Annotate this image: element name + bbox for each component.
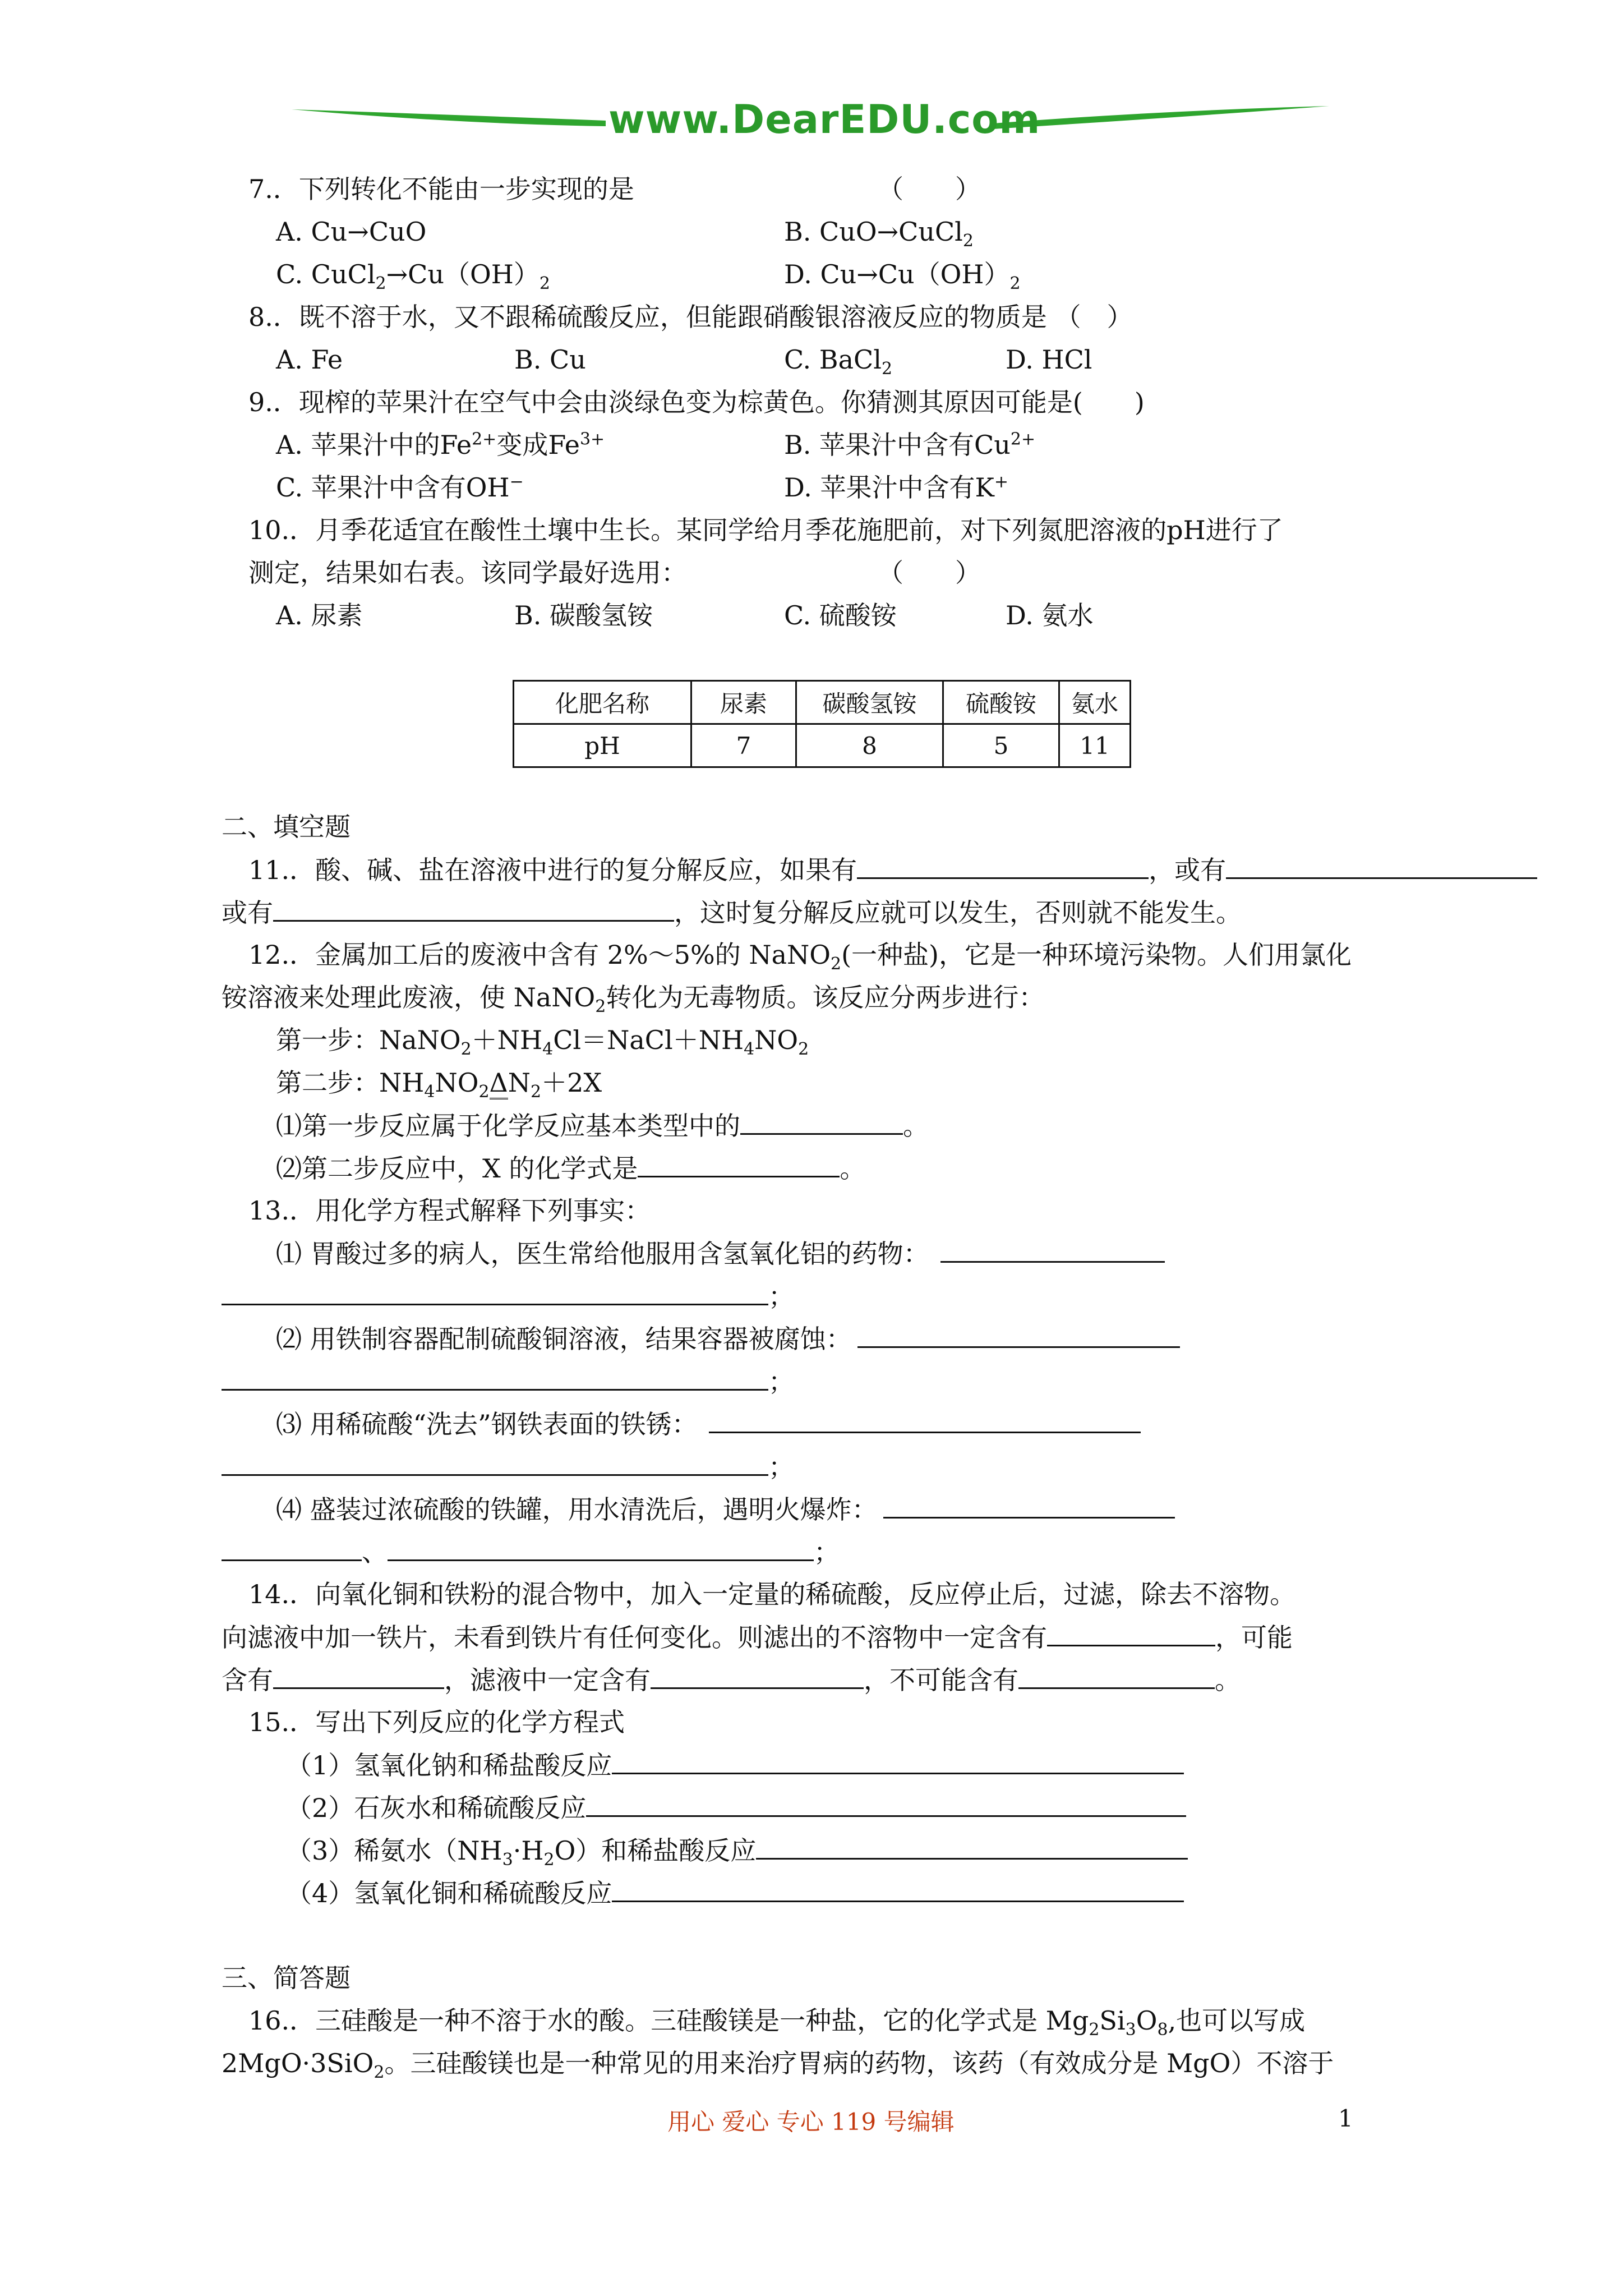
- q7-option-d: D. $Cu\to Cu(OH)_2$: [784, 259, 1021, 294]
- q12-step-2: 第二步：$NH_4NO_2\Delta N_2+2X$: [276, 1068, 602, 1102]
- q13-part-1-cont: ；: [222, 1279, 794, 1313]
- answer-blank[interactable]: [612, 1748, 1184, 1774]
- q10-option-d: D. 氨水: [1006, 600, 1094, 631]
- answer-blank[interactable]: [222, 1450, 768, 1476]
- q8-option-a: A. Fe: [276, 344, 343, 375]
- q12-part-1: ⑴第一步反应属于化学反应基本类型中的 。: [276, 1108, 929, 1143]
- question-14-line3: 含有 ，滤液中一定含有 ，不可能含有 。: [222, 1663, 1241, 1697]
- q7-option-b: B. CuO→CuCl$_2$: [784, 217, 974, 251]
- answer-blank[interactable]: [857, 853, 1149, 879]
- question-13: 13.．用化学方程式解释下列事实：: [248, 1195, 651, 1226]
- q13-part-1: ⑴ 胃酸过多的病人，医生常给他服用含氢氧化铝的药物：: [276, 1236, 1165, 1271]
- table-cell: 11: [1059, 724, 1131, 767]
- q9-option-b: B. 苹果汁中含有$Cu^{2+}$: [784, 429, 1036, 460]
- q13-part-3-cont: ；: [222, 1450, 794, 1484]
- fertilizer-ph-table: [513, 680, 1131, 768]
- answer-blank[interactable]: [586, 1791, 1186, 1817]
- table-cell: 硫酸铵: [943, 681, 1059, 724]
- q15-part-3: （3）稀氨水$(NH_3\cdot H_2O)$和稀盐酸反应: [286, 1833, 1188, 1867]
- q9-option-a: A. 苹果汁中的$Fe^{2+}$变成$Fe^{3+}$: [276, 429, 605, 460]
- q13-part-4: ⑷ 盛装过浓硫酸的铁罐，用水清洗后，遇明火爆炸：: [276, 1492, 1175, 1526]
- answer-blank[interactable]: [1226, 853, 1537, 879]
- answer-blank[interactable]: [222, 1364, 768, 1391]
- answer-blank[interactable]: [388, 1535, 814, 1561]
- answer-blank[interactable]: [638, 1151, 840, 1177]
- q10-answer-paren: （ ）: [878, 558, 981, 588]
- question-8: 8.．既不溶于水，又不跟稀硫酸反应，但能跟硝酸银溶液反应的物质是 （ ）: [248, 302, 1133, 332]
- q10-option-a: A. 尿素: [276, 600, 363, 631]
- q7-answer-paren: （ ）: [878, 174, 981, 204]
- answer-blank[interactable]: [651, 1663, 864, 1689]
- question-16-line1: 16.．三硅酸是一种不溶于水的酸。三硅酸镁是一种盐，它的化学式是 $Mg_2Si_3O_8$,也可以写成: [248, 2005, 1306, 2040]
- answer-blank[interactable]: [1018, 1663, 1215, 1689]
- question-10-line1: 10.．月季花适宜在酸性土壤中生长。某同学给月季花施肥前，对下列氮肥溶液的pH进行了: [248, 515, 1283, 545]
- question-15: 15.．写出下列反应的化学方程式: [248, 1707, 625, 1737]
- question-10-line2: 测定，结果如右表。该同学最好选用：: [248, 558, 687, 588]
- table-header-row: [514, 681, 1131, 724]
- question-7: [248, 172, 634, 206]
- q9-option-d: D. 苹果汁中含有K+: [784, 472, 1008, 503]
- q12-part-2: ⑵第二步反应中，X 的化学式是 。: [276, 1151, 865, 1185]
- answer-blank[interactable]: [222, 1535, 362, 1561]
- table-cell: 7: [691, 724, 796, 767]
- q13-part-3: ⑶ 用稀硫酸“洗去”钢铁表面的铁锈：: [276, 1407, 1141, 1441]
- q15-part-2: （2）石灰水和稀硫酸反应: [286, 1791, 1186, 1825]
- q10-option-c: C. 硫酸铵: [784, 600, 897, 631]
- section-heading-short: 三、简答题: [222, 1963, 351, 1993]
- answer-blank[interactable]: [222, 1279, 768, 1305]
- q13-part-4-cont: 、 ；: [222, 1535, 840, 1569]
- q12-step-1: 第一步：$NaNO_2+NH_4Cl=NaCl+NH_4NO_2$: [276, 1025, 809, 1060]
- q8-option-d: D. HCl: [1006, 344, 1092, 375]
- table-cell: 氨水: [1059, 681, 1131, 724]
- q7-option-c: C. $CuCl_2\to Cu(OH)_2$: [276, 259, 550, 294]
- question-11-line2: 或有 ，这时复分解反应就可以发生，否则就不能发生。: [222, 895, 1242, 930]
- table-cell: 8: [796, 724, 943, 767]
- footer-text: 用心 爱心 专心 119 号编辑: [667, 2108, 955, 2136]
- q10-option-b: B. 碳酸氢铵: [514, 600, 653, 631]
- question-14-line2: 向滤液中加一铁片，未看到铁片有任何变化。则滤出的不溶物中一定含有 ，可能: [222, 1620, 1293, 1654]
- answer-blank[interactable]: [883, 1492, 1175, 1519]
- answer-blank[interactable]: [612, 1876, 1184, 1902]
- answer-blank[interactable]: [756, 1833, 1188, 1860]
- table-cell: 5: [943, 724, 1059, 767]
- q8-option-b: B. Cu: [514, 344, 586, 375]
- question-9: 9.．现榨的苹果汁在空气中会由淡绿色变为棕黄色。你猜测其原因可能是( ): [248, 387, 1145, 417]
- answer-blank[interactable]: [1047, 1620, 1215, 1646]
- table-cell: 碳酸氢铵: [796, 681, 943, 724]
- page-number: 1: [1338, 2105, 1353, 2132]
- q8-option-c: C. BaCl$_2$: [784, 344, 893, 379]
- q15-part-4: （4）氢氧化铜和稀硫酸反应: [286, 1876, 1184, 1910]
- answer-blank[interactable]: [857, 1322, 1180, 1348]
- answer-blank[interactable]: [940, 1236, 1165, 1263]
- table-cell: 尿素: [691, 681, 796, 724]
- q7-stem: 7.．下列转化不能由一步实现的是: [248, 174, 634, 204]
- answer-blank[interactable]: [273, 1663, 444, 1689]
- table-cell: 化肥名称: [514, 681, 691, 724]
- answer-blank[interactable]: [273, 895, 674, 922]
- question-14-line1: 14.．向氧化铜和铁粉的混合物中，加入一定量的稀硫酸，反应停止后，过滤，除去不溶物。: [248, 1579, 1296, 1609]
- answer-blank[interactable]: [709, 1407, 1141, 1433]
- q7-option-a: A. Cu→CuO: [276, 217, 427, 247]
- question-12-line2: 铵溶液来处理此废液，使 NaNO$_2$转化为无毒物质。该反应分两步进行：: [222, 982, 1045, 1017]
- answer-blank[interactable]: [740, 1108, 903, 1135]
- question-12-line1: 12.．金属加工后的废液中含有 2%～5%的 NaNO$_2$(一种盐)，它是一种环境污染物。人们用氯化: [248, 940, 1352, 974]
- site-logo-text: www.DearEDU.com: [608, 96, 1041, 142]
- q15-part-1: （1）氢氧化钠和稀盐酸反应: [286, 1748, 1184, 1782]
- section-heading-fill: 二、填空题: [222, 812, 351, 842]
- q13-part-2-cont: ；: [222, 1364, 794, 1398]
- heat-delta-symbol: Δ: [490, 1068, 508, 1099]
- question-11-line1: 11.．酸、碱、盐在溶液中进行的复分解反应，如果有 ，或有: [248, 853, 1537, 887]
- table-row: [514, 724, 1131, 767]
- q9-option-c: C. 苹果汁中含有OH−: [276, 472, 524, 503]
- q13-part-2: ⑵ 用铁制容器配制硫酸铜溶液，结果容器被腐蚀：: [276, 1322, 1180, 1356]
- question-16-line2: 2MgO·3SiO$_2$。三硅酸镁也是一种常见的用来治疗胃病的药物，该药（有效成分是 MgO）不溶于: [222, 2048, 1334, 2083]
- table-cell: pH: [514, 724, 691, 767]
